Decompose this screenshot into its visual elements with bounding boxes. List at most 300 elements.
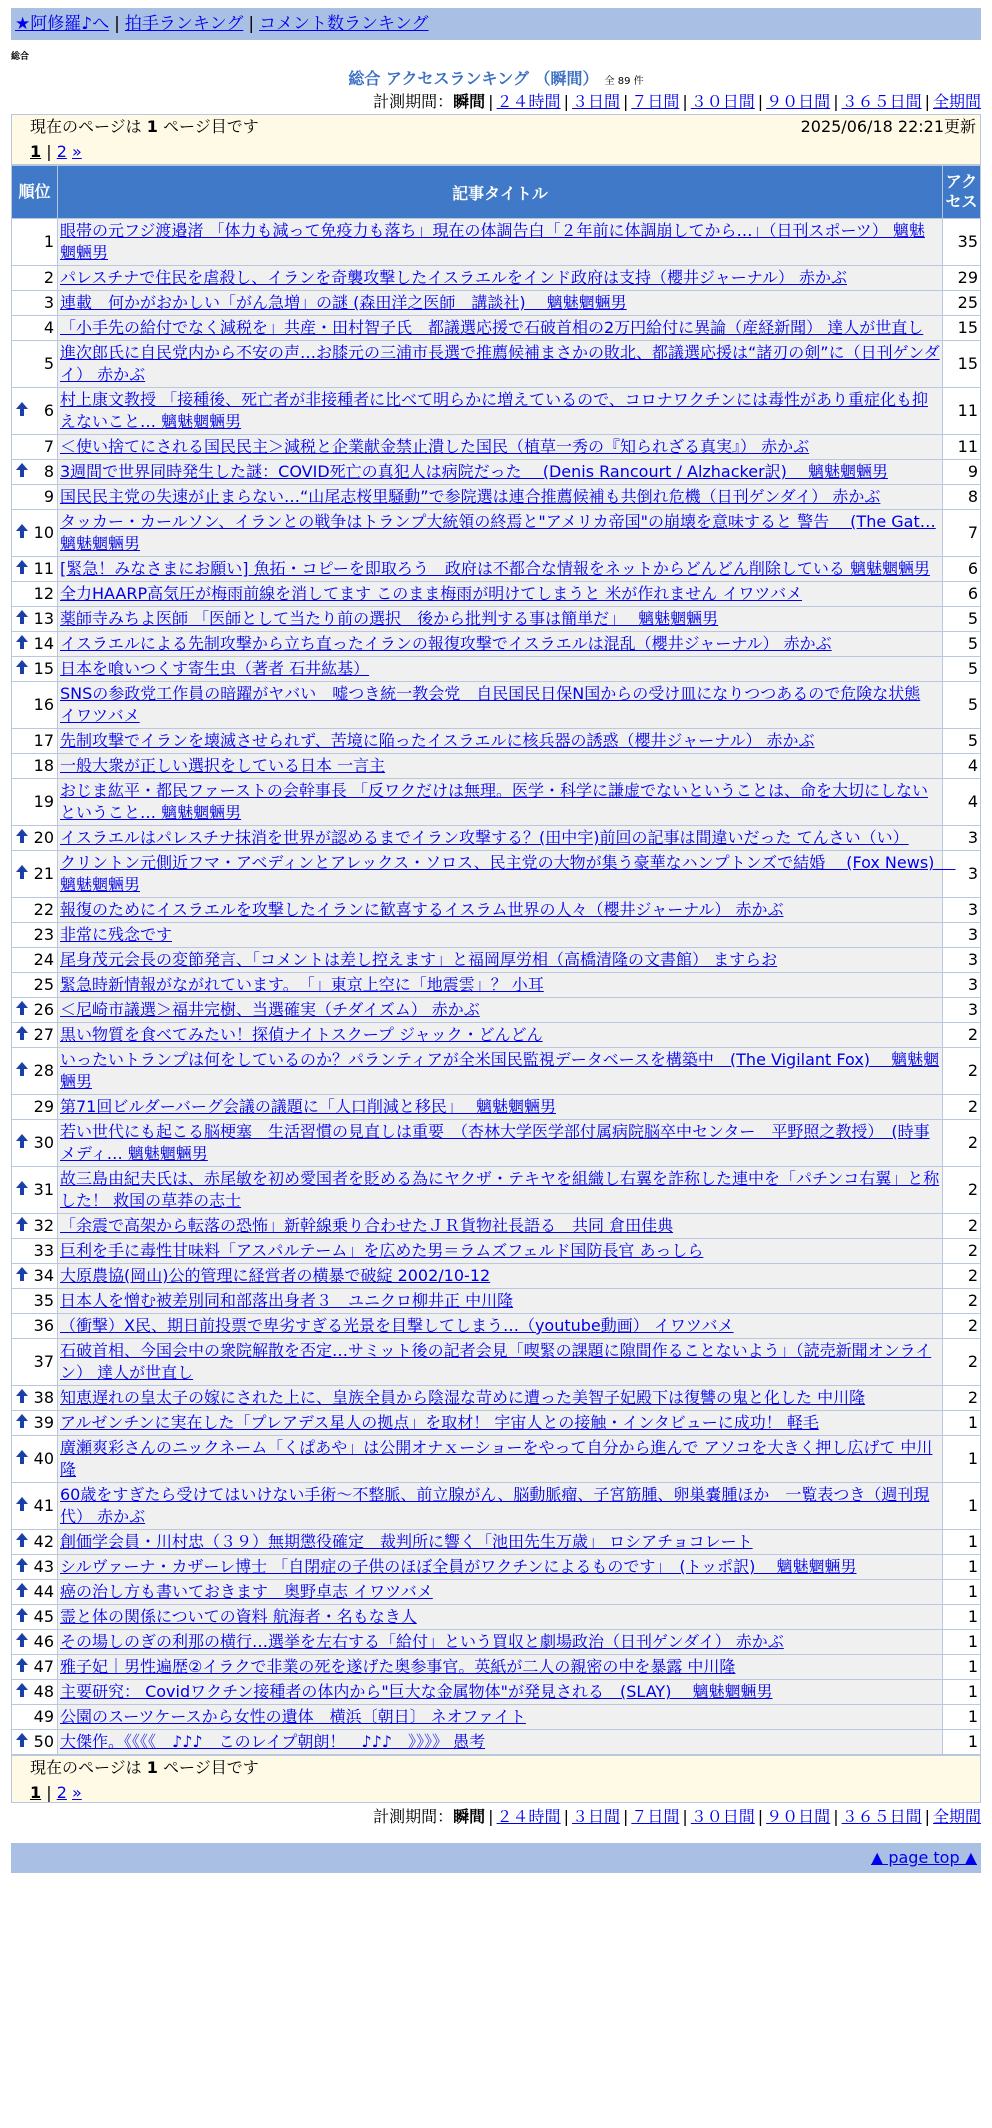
rank-cell [12,1289,58,1314]
table-row [12,851,981,898]
title-cell [58,851,956,898]
period-option[interactable]: ３日間 [571,1807,620,1826]
period-label: 計測期間： [373,92,454,111]
article-title-link[interactable]: 眼帯の元フジ渡邉渚 「体力も減って免疫力も落ち」現在の体調告白「２年前に体調崩してから…」（日刊スポーツ） 魑魅魍魎男 [60,221,925,262]
access-count: 3 [943,948,981,973]
table-row [12,1289,981,1314]
period-separator: | [682,1807,688,1826]
access-count: 2 [943,1095,981,1120]
rank-cell [12,754,58,779]
access-count: 1 [943,1555,981,1580]
period-option[interactable]: ３６５日間 [841,1807,922,1826]
article-title-link[interactable]: 「小手先の給付でなく減税を」共産・田村智子氏 都議選応援で石破首相の2万円給付に異論（産経新聞） 達人が世直し [60,318,924,337]
title-cell [58,266,943,291]
article-title-link[interactable]: 知恵遅れの皇太子の嫁にされた上に、皇族全員から陰湿な苛めに遭った美智子妃殿下は復讐の鬼と化した 中川隆 [60,1388,866,1407]
access-count: 3 [943,826,981,851]
table-row [12,1411,981,1436]
rank-cell [12,948,58,973]
pager-separator: | [41,1783,57,1802]
rank-number: 19 [33,792,54,811]
rank-up-arrow-icon [16,635,28,642]
ranking-table [11,165,981,1755]
rank-number: 5 [43,354,54,373]
rank-cell [12,1048,58,1095]
table-row [12,1339,981,1386]
article-title-link[interactable]: ＜使い捨てにされる国民民主＞減税と企業献金禁止潰した国民（植草一秀の『知られざる真実』） 赤かぶ [60,437,810,456]
top-nav-bar [11,8,981,40]
rank-up-arrow-icon [16,1583,28,1590]
table-row [12,754,981,779]
period-separator: | [757,1807,764,1826]
title-cell [58,898,943,923]
rank-number: 1 [43,232,54,251]
article-title-link[interactable]: [緊急！みなさまにお願い] 魚拓・コピーを即取ろう 政府は不都合な情報をネットからどんどん削除している 魑魅魍魎男 [60,559,931,578]
access-count: 3 [943,923,981,948]
access-count: 3 [943,851,981,898]
rank-number: 21 [33,864,54,883]
ranking-heading [11,68,981,90]
rank-cell [12,1239,58,1264]
rank-cell [12,1436,58,1483]
title-cell [58,1339,943,1386]
page-top-link[interactable]: ▲ page top ▲ [870,1848,977,1867]
table-row [12,1483,981,1530]
rank-number: 3 [43,293,54,312]
article-title-link[interactable]: ＜尼崎市議選＞福井完樹、当選確実（チダイズム） 赤かぶ [60,1000,480,1019]
rank-number: 14 [33,634,54,653]
table-row [12,1655,981,1680]
article-title-link[interactable]: 3週間で世界同時発生した謎：COVID死亡の真犯人は病院だった (Denis Rancourt / Alzhacker訳) 魑魅魍魎男 [60,462,888,481]
table-row [12,1264,981,1289]
article-title-link[interactable]: 先制攻撃でイランを壊滅させられず、苦境に陥ったイスラエルに核兵器の誘惑（櫻井ジャーナル） 赤かぶ [60,731,815,750]
period-option[interactable]: ２４時間 [496,1807,561,1826]
rank-number: 15 [33,659,54,678]
table-row [12,657,981,682]
title-cell [58,510,943,557]
access-count: 4 [943,779,981,826]
title-cell [58,1214,943,1239]
rank-cell [12,1705,58,1730]
article-title-link[interactable]: シルヴァーナ・カザーレ博士 「自閉症の子供のほぼ全員がワクチンによるものです」 (トッポ訳) 魑魅魍魎男 [60,1557,857,1576]
access-count: 2 [943,1264,981,1289]
rank-up-arrow-icon [16,1633,28,1640]
table-row [12,1605,981,1630]
rank-up-arrow-icon [16,463,28,470]
access-count: 3 [943,898,981,923]
period-label: 計測期間： [373,1807,454,1826]
rank-cell [12,657,58,682]
rank-cell [12,341,58,388]
article-title-link[interactable]: いったいトランプは何をしているのか？パランティアが全米国民監視データベースを構築中 (The Vigilant Fox) 魑魅魍魎男 [60,1050,940,1091]
rank-cell [12,973,58,998]
period-separator: | [488,1807,494,1826]
article-title-link[interactable]: 一般大衆が正しい選択をしている日本 一言主 [60,756,386,775]
rank-number: 28 [33,1061,54,1080]
access-count: 5 [943,657,981,682]
article-title-link[interactable]: イスラエルはパレスチナ抹消を世界が認めるまでイラン攻撃する？(田中宇)前回の記事は間違いだった てんさい（い） [60,828,909,847]
period-option[interactable]: 全期間 [932,1807,981,1826]
rank-number: 24 [33,950,54,969]
title-cell [58,1048,943,1095]
access-count: 2 [943,1289,981,1314]
period-option[interactable]: ３日間 [571,92,620,111]
access-count: 1 [943,1705,981,1730]
article-title-link[interactable]: イスラエルによる先制攻撃から立ち直ったイランの報復攻撃でイスラエルは混乱（櫻井ジャーナル） 赤かぶ [60,634,832,653]
rank-cell [12,1023,58,1048]
table-row [12,582,981,607]
article-title-link[interactable]: 巨利を手に毒性甘味料「アスパルテーム」を広めた男＝ラムズフェルド国防長官 あっしら [60,1241,704,1260]
period-option[interactable]: ７日間 [631,1807,680,1826]
period-option[interactable]: ７日間 [631,92,680,111]
pager-next-link[interactable]: » [71,142,82,161]
title-cell [58,291,943,316]
article-title-link[interactable]: 薬師寺みちよ医師 「医師として当たり前の選択 後から批判する事は簡単だ」 魑魅魍魎男 [60,609,719,628]
title-cell [58,485,943,510]
rank-number: 29 [33,1097,54,1116]
article-title-link[interactable]: 国民民主党の失速が止まらない…“山尾志桜里騒動”で参院選は連合推薦候補も共倒れ危機（日刊ゲンダイ） 赤かぶ [60,487,881,506]
rank-number: 41 [33,1496,54,1515]
period-option[interactable]: 全期間 [932,92,981,111]
title-cell [58,1095,943,1120]
title-cell [58,1483,943,1530]
period-separator: | [924,1807,930,1826]
title-cell [58,607,943,632]
title-cell [58,219,943,266]
rank-number: 44 [33,1582,54,1601]
access-count: 2 [943,1048,981,1095]
access-count: 5 [943,682,981,729]
pagination-links [30,1780,976,1805]
access-count: 2 [943,1120,981,1167]
access-count: 7 [943,510,981,557]
rank-cell [12,923,58,948]
rank-cell [12,1095,58,1120]
article-title-link[interactable]: 「余震で高架から転落の恐怖」新幹線乗り合わせたＪＲ貨物社長語る 共同 倉田佳典 [60,1216,674,1235]
article-title-link[interactable]: 進次郎氏に自民党内から不安の声…お膝元の三浦市長選で推薦候補まさかの敗北、都議選応援は“諸刃の剣”に（日刊ゲンダイ） 赤かぶ [60,343,940,384]
article-title-link[interactable]: 大原農協(岡山)公的管理に経営者の横暴で破綻 2002/10-12 [60,1266,491,1285]
article-title-link[interactable]: 日本を喰いつくす寄生虫（著者 石井紘基） [60,659,370,678]
article-title-link[interactable]: 霊と体の関係についての資料 航海者・名もなき人 [60,1607,417,1626]
rank-number: 11 [33,559,54,578]
access-count: 1 [943,1436,981,1483]
title-cell [58,1314,943,1339]
rank-cell [12,1483,58,1530]
rank-cell [12,388,58,435]
period-separator: | [833,92,839,111]
table-row [12,1314,981,1339]
title-cell [58,316,943,341]
article-title-link[interactable]: 主要研究： Covidワクチン接種者の体内から"巨大な金属物体"が発見される (SLAY) 魑魅魍魎男 [60,1682,773,1701]
rank-cell [12,851,58,898]
table-row [12,510,981,557]
table-row [12,219,981,266]
article-title-link[interactable]: 第71回ビルダーバーグ会議の議題に「人口削減と移民」 魑魅魍魎男 [60,1097,557,1116]
rank-up-arrow-icon [16,1267,28,1274]
rank-up-arrow-icon [16,1683,28,1690]
title-cell [58,998,943,1023]
rank-number: 46 [33,1632,54,1651]
pager-next-link[interactable]: » [71,1783,82,1802]
rank-up-arrow-icon [16,1608,28,1615]
article-title-link[interactable]: 雅子妃｜男性遍歴②イラクで非業の死を遂げた奥参事官。英紙が二人の親密の中を暴露 中川隆 [60,1657,736,1676]
rank-cell [12,898,58,923]
article-title-link[interactable]: 連載 何かがおかしい「がん急増」の謎 (森田洋之医師 講談社) 魑魅魍魎男 [60,293,627,312]
rank-cell [12,266,58,291]
rank-number: 10 [33,523,54,542]
pagination-links [30,139,976,164]
rank-number: 12 [33,584,54,603]
rank-up-arrow-icon [16,1181,28,1188]
rank-number: 6 [43,401,54,420]
home-link[interactable]: ★阿修羅♪へ [15,14,110,34]
table-row [12,1555,981,1580]
article-title-link[interactable]: パレスチナで住民を虐殺し、イランを奇襲攻撃したイスラエルをインド政府は支持（櫻井ジャーナル） 赤かぶ [60,268,848,287]
title-cell [58,754,943,779]
article-title-link[interactable]: クリントン元側近フマ・アベディンとアレックス・ソロス、民主党の大物が集う豪華なハンプトンズで結婚 (Fox News) 魑魅魍魎男 [60,853,956,894]
period-separator: | [924,92,930,111]
period-separator: | [622,92,629,111]
access-count: 15 [943,341,981,388]
rank-cell [12,1264,58,1289]
rank-number: 35 [33,1291,54,1310]
rank-number: 49 [33,1707,54,1726]
period-option[interactable]: ９０日間 [766,1807,831,1826]
rank-cell [12,1730,58,1755]
period-option[interactable]: ２４時間 [496,92,561,111]
table-row [12,557,981,582]
rank-up-arrow-icon [16,610,28,617]
table-row [12,266,981,291]
rank-cell [12,582,58,607]
rank-cell [12,1120,58,1167]
rank-cell [12,1167,58,1214]
table-row [12,826,981,851]
article-title-link[interactable]: 癌の治し方も書いておきます 奥野卓志 イワツバメ [60,1582,433,1601]
rank-cell [12,485,58,510]
article-title-link[interactable]: アルゼンチンに実在した「プレアデス星人の拠点」を取材！ 宇宙人との接触・インタビューに成功！ 軽毛 [60,1413,819,1432]
rank-cell [12,1555,58,1580]
rank-cell [12,1605,58,1630]
title-cell [58,1555,943,1580]
table-row [12,460,981,485]
page-wrapper [11,0,981,1873]
article-title-link[interactable]: 創価学会員・川村忠（３９）無期懲役確定 裁判所に響く「池田先生万歳」 ロシアチョコレート [60,1532,753,1551]
table-row [12,1386,981,1411]
ranking-table-body [12,219,981,1755]
rank-up-arrow-icon [16,1026,28,1033]
header-rank: 順位 [12,166,58,219]
access-count: 1 [943,1630,981,1655]
pager-page-link[interactable]: 2 [56,142,67,161]
article-title-link[interactable]: 黒い物質を食べてみたい！探偵ナイトスクープ ジャック・どんどん [60,1025,543,1044]
period-option[interactable]: ３０日間 [690,1807,755,1826]
rank-up-arrow-icon [16,660,28,667]
nav-separator: | [114,14,120,34]
period-option[interactable]: ３０日間 [690,92,755,111]
article-title-link[interactable]: 非常に残念です [60,925,173,944]
pager-separator: | [41,142,57,161]
access-count: 1 [943,1580,981,1605]
period-selector-top [11,90,981,114]
rank-cell [12,1680,58,1705]
pager-page-link[interactable]: 2 [56,1783,67,1802]
rank-cell [12,1339,58,1386]
rank-cell [12,1411,58,1436]
access-count: 5 [943,607,981,632]
title-cell [58,557,943,582]
table-row [12,729,981,754]
table-row [12,779,981,826]
table-row [12,1680,981,1705]
article-title-link[interactable]: 石破首相、今国会中の衆院解散を否定…サミット後の記者会見「喫緊の課題に隙間作ることないよう」（読売新聞オンライン） 達人が世直し [60,1341,932,1382]
period-separator: | [682,92,688,111]
rank-number: 18 [33,756,54,775]
table-row [12,1120,981,1167]
article-title-link[interactable]: 60歳をすぎたら受けてはいけない手術〜不整脈、前立腺がん、脳動脈瘤、子宮筋腫、卵巣嚢腫ほか 一覧表つき（週刊現代） 赤かぶ [60,1485,930,1526]
title-cell [58,1167,943,1214]
article-title-link[interactable]: その場しのぎの利那の横行…選挙を左右する「給付」という買収と劇場政治（日刊ゲンダイ） 赤かぶ [60,1632,784,1651]
table-row [12,1730,981,1755]
period-separator: | [622,1807,629,1826]
article-title-link[interactable]: 大傑作。《《《《 ♪♪♪ このレイプ朝朗！ ♪♪♪ 》》》》 愚考 [60,1732,486,1751]
rank-number: 30 [33,1133,54,1152]
title-cell [58,729,943,754]
access-count: 9 [943,460,981,485]
access-count: 8 [943,485,981,510]
table-row [12,388,981,435]
article-title-link[interactable]: 報復のためにイスラエルを攻撃したイランに歓喜するイスラム世界の人々（櫻井ジャーナル） 赤かぶ [60,900,784,919]
rank-number: 45 [33,1607,54,1626]
pager-bottom [11,1755,981,1803]
rank-number: 33 [33,1241,54,1260]
period-separator: | [833,1807,839,1826]
access-count: 6 [943,557,981,582]
rank-cell [12,1580,58,1605]
rank-up-arrow-icon [16,829,28,836]
rank-up-arrow-icon [16,1062,28,1069]
title-cell [58,460,943,485]
rank-number: 27 [33,1025,54,1044]
period-separator: | [757,92,764,111]
title-cell [58,1630,943,1655]
rank-number: 7 [43,437,54,456]
rank-number: 32 [33,1216,54,1235]
rank-up-arrow-icon [16,1217,28,1224]
article-title-link[interactable]: 村上康文教授 「接種後、死亡者が非接種者に比べて明らかに増えているので、コロナワクチンには毒性があり重症化も抑えないこと… 魑魅魍魎男 [60,390,928,431]
rank-cell [12,607,58,632]
rank-up-arrow-icon [16,1001,28,1008]
rank-cell [12,1314,58,1339]
period-separator: | [488,92,494,111]
title-cell [58,1264,943,1289]
title-cell [58,779,943,826]
table-row [12,1095,981,1120]
current-page-text: 現在のページは 1 ページ目です [30,1758,259,1777]
title-cell [58,1705,943,1730]
rank-number: 17 [33,731,54,750]
rank-up-arrow-icon [16,1450,28,1457]
access-count: 2 [943,1314,981,1339]
rank-number: 38 [33,1388,54,1407]
rank-up-arrow-icon [16,1558,28,1565]
access-count: 35 [943,219,981,266]
rank-up-arrow-icon [16,524,28,531]
access-count: 1 [943,1730,981,1755]
footer-bar [11,1843,981,1873]
rank-number: 34 [33,1266,54,1285]
access-count: 1 [943,1530,981,1555]
comment-ranking-link[interactable]: コメント数ランキング [259,14,429,34]
rank-cell [12,632,58,657]
table-row [12,632,981,657]
rank-number: 36 [33,1316,54,1335]
access-count: 2 [943,1023,981,1048]
rank-cell [12,682,58,729]
rank-up-arrow-icon [16,1497,28,1504]
rank-cell [12,779,58,826]
rank-cell [12,729,58,754]
rank-cell [12,291,58,316]
period-selector-bottom [11,1805,981,1829]
article-title-link[interactable]: SNSの参政党工作員の暗躍がヤバい 嘘つき統一教会党 自民国民日保N国からの受け皿になりつつあるので危険な状態 イワツバメ [60,684,921,725]
article-title-link[interactable]: 廣瀬爽彩さんのニックネーム「くぱあや」は公開オナｘーショーをやって自分から進んで アソコを大きく押し広げて 中川隆 [60,1438,933,1479]
applause-ranking-link[interactable]: 拍手ランキング [124,14,244,34]
article-title-link[interactable]: （衝撃）X民、期日前投票で卑劣すぎる光景を目撃してしまう…（youtube動画） イワツバメ [60,1316,734,1335]
access-count: 1 [943,1605,981,1630]
rank-up-arrow-icon [16,1389,28,1396]
period-option[interactable]: ９０日間 [766,92,831,111]
article-title-link[interactable]: タッカー・カールソン、イランとの戦争はトランプ大統領の終焉と"アメリカ帝国"の崩壊を意味すると 警告 (The Gat… 魑魅魍魎男 [60,512,936,553]
access-count: 1 [943,1483,981,1530]
title-cell [58,682,943,729]
rank-up-arrow-icon [16,1134,28,1141]
rank-up-arrow-icon [16,1533,28,1540]
article-title-link[interactable]: 若い世代にも起こる脳梗塞 生活習慣の見直しは重要 （杏林大学医学部付属病院脳卒中センター 平野照之教授） (時事メディ… 魑魅魍魎男 [60,1122,930,1163]
rank-cell [12,1386,58,1411]
access-count: 15 [943,316,981,341]
article-title-link[interactable]: 故三島由紀夫氏は、赤尾敏を初め愛国者を貶める為にヤクザ・テキヤを組織し右翼を詐称した連中を「パチンコ右翼」と称した！ 救国の草莽の志士 [60,1169,940,1210]
article-title-link[interactable]: 日本人を憎む被差別同和部落出身者３ ユニクロ柳井正 中川隆 [60,1291,514,1310]
table-row [12,291,981,316]
rank-number: 4 [43,318,54,337]
article-title-link[interactable]: 全力HAARP高気圧が梅雨前線を消してます このまま梅雨が明けてしまうと 米が作れません イワツバメ [60,584,803,603]
category-label: 総合 [11,52,30,62]
rank-cell [12,460,58,485]
period-option: 瞬間 [453,1807,486,1826]
rank-number: 50 [33,1732,54,1751]
rank-cell [12,510,58,557]
article-title-link[interactable]: おじま紘平・都民ファーストの会幹事長 「反ワクだけは無理。医学・科学に謙虚でないということは、命を大切にしないということ… 魑魅魍魎男 [60,781,928,822]
header-access: アクセス [943,166,981,219]
table-header-row [12,166,981,219]
title-cell [58,435,943,460]
access-count: 1 [943,1655,981,1680]
article-title-link[interactable]: 尾身茂元会長の変節発言、「コメントは差し控えます」と福岡厚労相（高橋清隆の文書館） ますらお [60,950,778,969]
table-row [12,923,981,948]
title-cell [58,632,943,657]
title-cell [58,1023,943,1048]
period-option[interactable]: ３６５日間 [841,92,922,111]
title-cell [58,582,943,607]
ranking-count: 全 89 件 [604,76,644,87]
access-count: 2 [943,1214,981,1239]
rank-number: 22 [33,900,54,919]
rank-cell [12,316,58,341]
article-title-link[interactable]: 公園のスーツケースから女性の遺体 横浜〔朝日〕 ネオファイト [60,1707,526,1726]
title-cell [58,948,943,973]
rank-up-arrow-icon [16,402,28,409]
article-title-link[interactable]: 緊急時新情報がながれています。 「」東京上空に「地震雲」？ 小耳 [60,975,544,994]
